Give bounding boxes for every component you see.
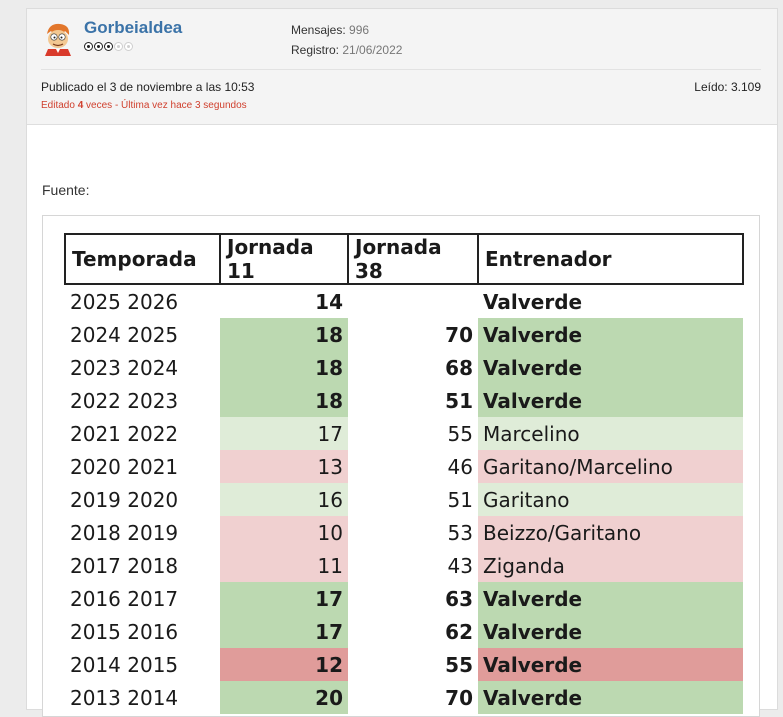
jornada-11-cell: 18 <box>220 351 348 384</box>
table-row <box>65 516 743 549</box>
season-cell: 2024 2025 <box>65 318 220 351</box>
registration-value: 21/06/2022 <box>342 43 403 57</box>
jornada-38-cell: 70 <box>348 681 478 714</box>
header-jornada-38: Jornada 38 <box>348 234 478 284</box>
published-date: Publicado el 3 de noviembre a las 10:53 <box>41 80 255 94</box>
messages-label: Mensajes: <box>291 23 346 37</box>
table-row <box>65 681 743 714</box>
edited-count: 4 <box>77 100 84 111</box>
coach-cell: Beizzo/Garitano <box>478 516 743 549</box>
jornada-11-cell: 13 <box>220 450 348 483</box>
jornada-38-cell: 53 <box>348 516 478 549</box>
season-cell: 2016 2017 <box>65 582 220 615</box>
jornada-38-cell: 63 <box>348 582 478 615</box>
edited-suffix: veces - Última vez hace 3 segundos <box>83 100 247 111</box>
header-jornada-11: Jornada 11 <box>220 234 348 284</box>
header-divider <box>41 69 761 70</box>
season-cell: 2022 2023 <box>65 384 220 417</box>
username-link[interactable]: Gorbeialdea <box>84 18 183 37</box>
ball-icon <box>124 42 133 51</box>
post-header <box>27 9 777 125</box>
table-row <box>65 615 743 648</box>
table-row <box>65 284 743 318</box>
header-coach: Entrenador <box>478 234 743 284</box>
season-cell: 2019 2020 <box>65 483 220 516</box>
jornada-11-cell: 17 <box>220 417 348 450</box>
jornada-11-cell: 10 <box>220 516 348 549</box>
embedded-table-image[interactable] <box>42 215 760 717</box>
source-label: Fuente: <box>42 182 90 198</box>
jornada-38-cell: 70 <box>348 318 478 351</box>
table-row <box>65 450 743 483</box>
coach-cell: Valverde <box>478 384 743 417</box>
table-row <box>65 582 743 615</box>
messages-count <box>291 23 369 37</box>
jornada-11-cell: 14 <box>220 284 348 318</box>
jornada-38-cell: 55 <box>348 417 478 450</box>
edited-prefix: Editado <box>41 100 78 111</box>
coach-cell: Valverde <box>478 318 743 351</box>
table-row <box>65 417 743 450</box>
table-row <box>65 351 743 384</box>
season-cell: 2021 2022 <box>65 417 220 450</box>
jornada-11-cell: 12 <box>220 648 348 681</box>
registration-label: Registro: <box>291 43 340 57</box>
season-cell: 2025 2026 <box>65 284 220 318</box>
table-row <box>65 384 743 417</box>
header-season: Temporada <box>65 234 220 284</box>
table-body <box>65 284 743 714</box>
ball-icon <box>114 42 123 51</box>
jornada-11-cell: 20 <box>220 681 348 714</box>
forum-post <box>26 8 778 710</box>
jornada-38-cell: 43 <box>348 549 478 582</box>
edited-note <box>41 100 247 111</box>
jornada-38-cell: 51 <box>348 384 478 417</box>
table-row <box>65 648 743 681</box>
season-cell: 2013 2014 <box>65 681 220 714</box>
coach-cell: Valverde <box>478 284 743 318</box>
coach-cell: Valverde <box>478 582 743 615</box>
jornada-38-cell: 62 <box>348 615 478 648</box>
table-row <box>65 483 743 516</box>
coach-cell: Valverde <box>478 681 743 714</box>
ball-icon <box>104 42 113 51</box>
coach-cell: Ziganda <box>478 549 743 582</box>
jornada-11-cell: 18 <box>220 318 348 351</box>
table-header-row <box>65 234 743 284</box>
table-row <box>65 318 743 351</box>
season-cell: 2017 2018 <box>65 549 220 582</box>
jornada-11-cell: 16 <box>220 483 348 516</box>
jornada-38-cell <box>348 284 478 318</box>
jornada-11-cell: 17 <box>220 582 348 615</box>
registration-date <box>291 43 402 57</box>
coach-cell: Valverde <box>478 648 743 681</box>
ball-icon <box>94 42 103 51</box>
jornada-11-cell: 18 <box>220 384 348 417</box>
season-cell: 2023 2024 <box>65 351 220 384</box>
jornada-11-cell: 17 <box>220 615 348 648</box>
messages-value: 996 <box>349 23 370 37</box>
coach-cell: Garitano <box>478 483 743 516</box>
read-count: Leído: 3.109 <box>694 80 761 94</box>
rank-indicator <box>84 42 133 51</box>
avatar[interactable] <box>41 20 75 56</box>
season-cell: 2014 2015 <box>65 648 220 681</box>
season-cell: 2020 2021 <box>65 450 220 483</box>
coach-cell: Valverde <box>478 351 743 384</box>
coach-cell: Marcelino <box>478 417 743 450</box>
jornada-38-cell: 55 <box>348 648 478 681</box>
jornada-38-cell: 46 <box>348 450 478 483</box>
ball-icon <box>84 42 93 51</box>
table-row <box>65 549 743 582</box>
jornada-11-cell: 11 <box>220 549 348 582</box>
jornada-38-cell: 51 <box>348 483 478 516</box>
season-cell: 2015 2016 <box>65 615 220 648</box>
season-cell: 2018 2019 <box>65 516 220 549</box>
coach-cell: Valverde <box>478 615 743 648</box>
coach-cell: Garitano/Marcelino <box>478 450 743 483</box>
season-table <box>64 233 744 714</box>
jornada-38-cell: 68 <box>348 351 478 384</box>
